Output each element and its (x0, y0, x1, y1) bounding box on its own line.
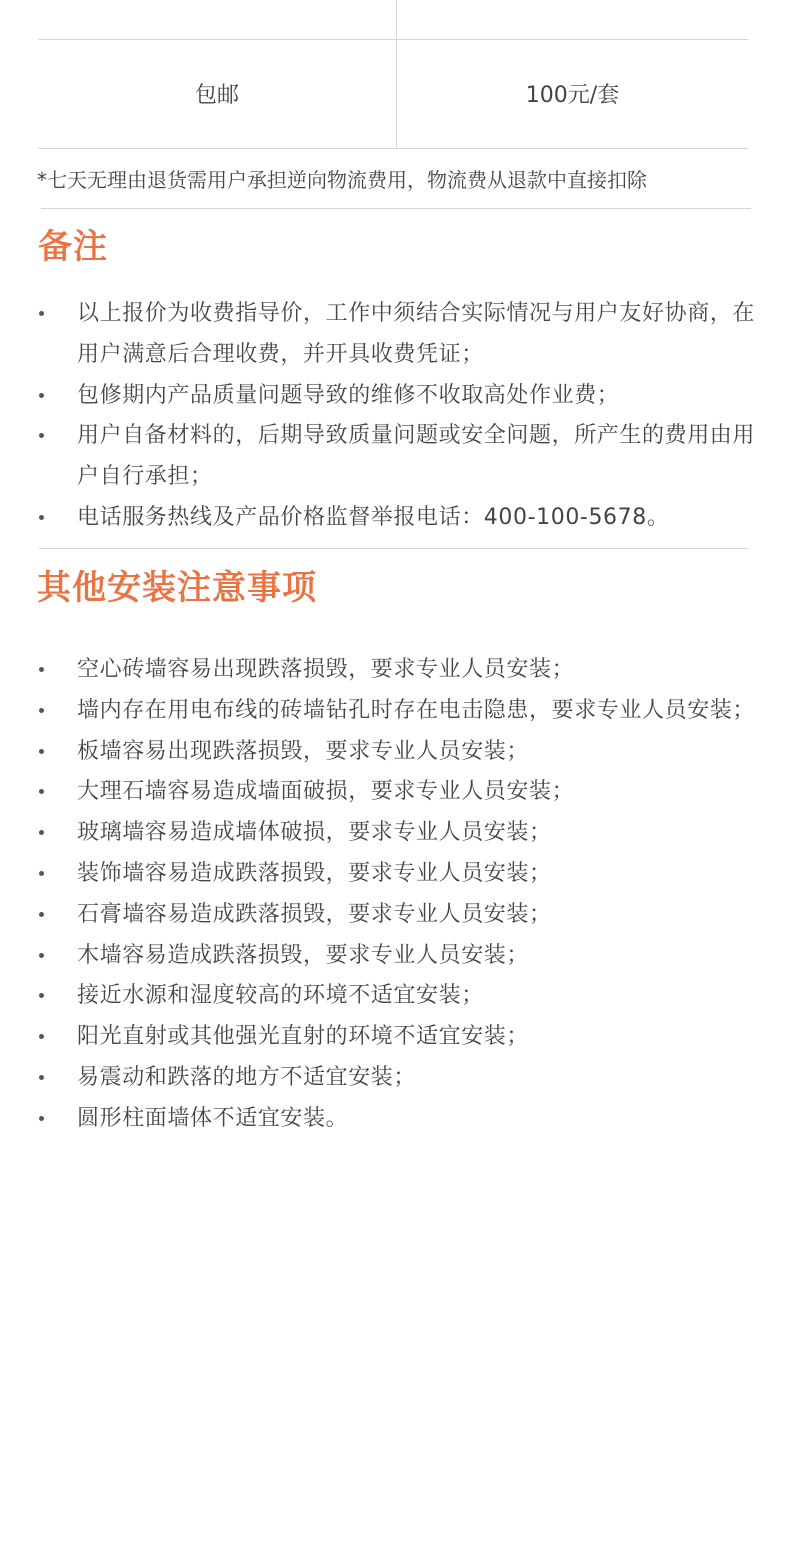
list-item (0, 732, 757, 773)
bullet-icon (39, 953, 44, 958)
list-item (0, 1099, 757, 1140)
list-item (0, 895, 757, 936)
list-item-text: 接近水源和湿度较高的环境不适宜安装； (77, 983, 484, 1009)
list-item (0, 854, 757, 895)
shipping-cell: 包邮 (194, 83, 239, 108)
bullet-icon (39, 912, 44, 917)
bullet-icon (39, 515, 44, 520)
list-item-text: 板墙容易出现跌落损毁，要求专业人员安装； (77, 738, 530, 764)
list-item (0, 936, 757, 977)
bullet-icon (39, 871, 44, 876)
bullet-icon (39, 1034, 44, 1039)
list-item-text: 圆形柱面墙体不适宜安装。 (77, 1105, 349, 1131)
list-item (0, 376, 757, 417)
list-item (0, 976, 757, 1017)
bullet-icon (39, 708, 44, 713)
list-item-text: 玻璃墙容易造成墙体破损，要求专业人员安装； (77, 820, 552, 846)
list-item (0, 772, 757, 813)
bullet-icon (39, 1075, 44, 1080)
list-item-text: 墙内存在用电布线的砖墙钻孔时存在电击隐患，要求专业人员安装； (77, 697, 756, 723)
list-item (0, 294, 757, 376)
bullet-icon (39, 830, 44, 835)
install-notes-title: 其他安装注意事项 (37, 568, 317, 608)
notes-title: 备注 (38, 227, 108, 267)
list-item (0, 650, 757, 691)
list-item-text: 阳光直射或其他强光直射的环境不适宜安装； (77, 1024, 530, 1050)
list-item-text: 石膏墙容易造成跌落损毁，要求专业人员安装； (77, 901, 552, 927)
price-table (38, 0, 748, 149)
list-item-text: 大理石墙容易造成墙面破损，要求专业人员安装； (77, 779, 575, 805)
bullet-icon (39, 749, 44, 754)
price-cell: 100元/套 (525, 83, 620, 108)
list-item (0, 1058, 757, 1099)
list-item-text: 装饰墙容易造成跌落损毁，要求专业人员安装； (77, 860, 552, 886)
list-item (0, 416, 757, 498)
list-item-text: 易震动和跌落的地方不适宜安装； (77, 1064, 417, 1090)
list-item (0, 1017, 757, 1058)
list-item (0, 498, 757, 539)
notes-list (0, 294, 790, 539)
list-item-text: 空心砖墙容易出现跌落损毁，要求专业人员安装； (77, 657, 575, 682)
section-divider (39, 548, 749, 549)
bullet-icon (39, 393, 44, 398)
bullet-icon (39, 789, 44, 794)
bullet-icon (39, 311, 44, 316)
list-item-text: 木墙容易造成跌落损毁，要求专业人员安装； (77, 942, 530, 968)
list-item (0, 691, 757, 732)
list-item-text: 以上报价为收费指导价，工作中须结合实际情况与用户友好协商，在用户满意后合理收费，并开具收费凭证； (77, 301, 756, 367)
section-divider (41, 208, 751, 209)
list-item-text: 包修期内产品质量问题导致的维修不收取高处作业费； (77, 382, 620, 408)
bullet-icon (39, 993, 44, 998)
install-notes-list (0, 650, 790, 1140)
list-item (0, 813, 757, 854)
list-item-text: 用户自备材料的，后期导致质量问题或安全问题，所产生的费用由用户自行承担； (77, 423, 756, 490)
bullet-icon (39, 667, 44, 672)
return-policy-footnote: *七天无理由退货需用户承担逆向物流费用，物流费从退款中直接扣除 (37, 168, 647, 192)
bullet-icon (39, 1116, 44, 1121)
list-item-text: 电话服务热线及产品价格监督举报电话：400-100-5678。 (77, 504, 670, 530)
bullet-icon (39, 433, 44, 438)
